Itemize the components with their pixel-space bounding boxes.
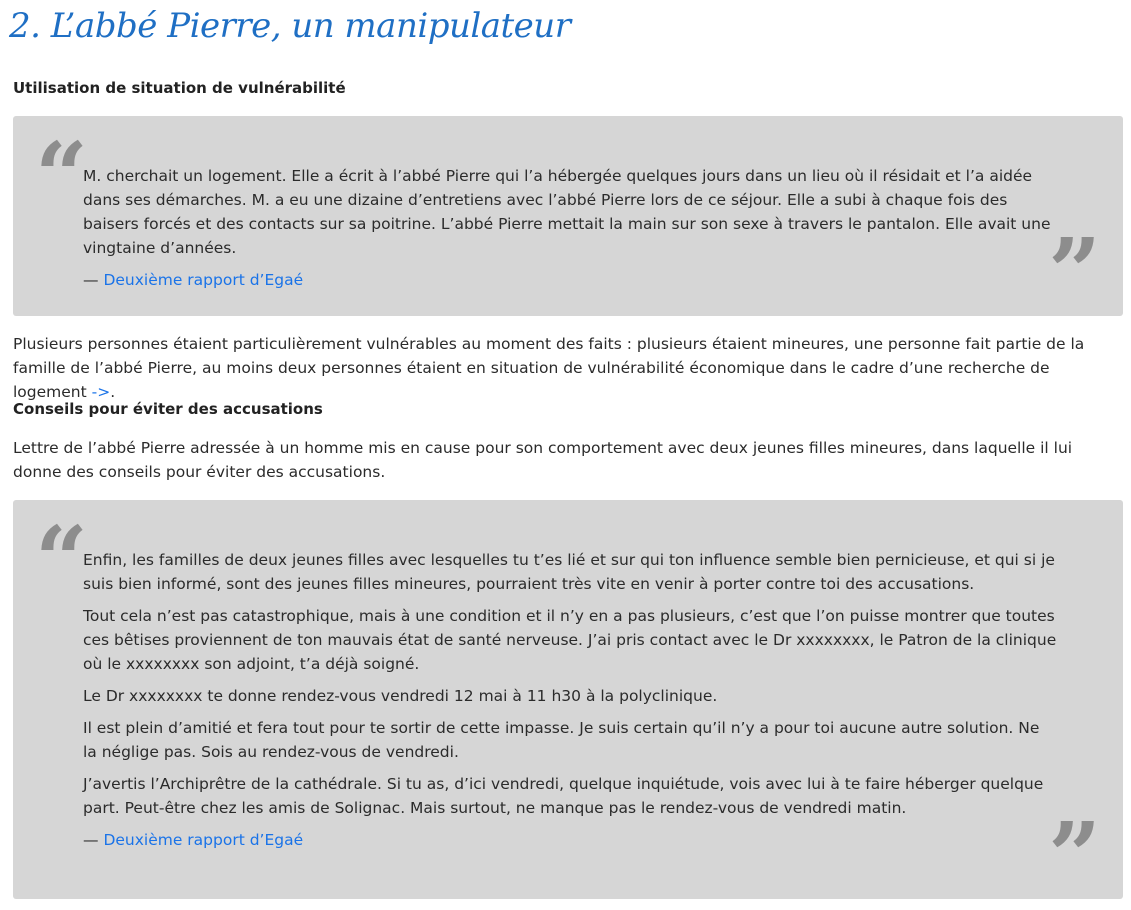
quote-citation <box>83 268 1058 292</box>
vulnerability-paragraph <box>13 332 1121 404</box>
close-quote-icon: ” <box>1048 802 1101 910</box>
quote-paragraph: Tout cela n’est pas catastrophique, mais à une condition et il n’y en a pas plusieurs, c’est que l’on puisse montrer que toutes ces bêtises proviennent de ton mauvais état de santé nerveuse. J’ai pris contact avec le Dr xxxxxxxx, le Patron de la clinique où le xxxxxxxx son adjoint, t’a déjà soigné. <box>83 607 1057 673</box>
quote-paragraph: Enfin, les familles de deux jeunes filles avec lesquelles tu t’es lié et sur qui ton influence semble bien pernicieuse, et qui si je suis bien informé, sont des jeunes filles mineures, pourraient très vite en venir à porter contre toi des accusations. <box>83 551 1055 593</box>
quote-citation <box>83 828 1058 852</box>
blockquote-2 <box>13 500 1123 910</box>
quote-paragraph: J’avertis l’Archiprêtre de la cathédrale. Si tu as, d’ici vendredi, quelque inquiétude, vois avec lui à te faire héberger quelque part. Peut-être chez les amis de Solignac. Mais surtout, ne manque pas le rendez-vous de vendredi matin. <box>83 775 1044 817</box>
open-quote-icon: “ <box>35 122 88 230</box>
blockquote-1-body <box>83 164 1058 292</box>
citation-dash: — <box>83 831 99 849</box>
quote-paragraph: Le Dr xxxxxxxx te donne rendez-vous vendredi 12 mai à 11 h30 à la polyclinique. <box>83 687 718 705</box>
section-title: 2. L’abbé Pierre, un manipulateur <box>9 6 571 46</box>
citation-link[interactable]: Deuxième rapport d’Egaé <box>103 271 304 289</box>
quote-paragraph: M. cherchait un logement. Elle a écrit à l’abbé Pierre qui l’a hébergée quelques jours dans un lieu où il résidait et l’a aidée dans ses démarches. M. a eu une dizaine d’entretiens avec l’abbé Pierre lors de ce séjour. Elle a subi à chaque fois des baisers forcés et des contacts sur sa poitrine. L’abbé Pierre mettait la main sur son sexe à travers le pantalon. Elle avait une vingtaine d’années. <box>83 167 1051 257</box>
quote-paragraph: Il est plein d’amitié et fera tout pour te sortir de cette impasse. Je suis certain qu’il n’y a pour toi aucune autre solution. Ne la néglige pas. Sois au rendez-vous de vendredi. <box>83 719 1040 761</box>
letter-intro: Lettre de l’abbé Pierre adressée à un homme mis en cause pour son comportement avec deux jeunes filles mineures, dans laquelle il lui donne des conseils pour éviter des accusations. <box>13 439 1073 481</box>
vulnerability-text: Plusieurs personnes étaient particulièrement vulnérables au moment des faits : plusieurs étaient mineures, une personne fait partie de la famille de l’abbé Pierre, au moins deux personnes étaient en situation de vulnérabilité économique dans le cadre d’une recherche de logement <box>13 335 1085 401</box>
source-arrow-link[interactable]: -> <box>91 383 111 401</box>
heading-accusations: Conseils pour éviter des accusations <box>13 400 323 418</box>
paragraph-end: . <box>110 383 116 401</box>
citation-link[interactable]: Deuxième rapport d’Egaé <box>103 831 304 849</box>
open-quote-icon: “ <box>35 506 88 614</box>
heading-vulnerability: Utilisation de situation de vulnérabilité <box>13 79 346 97</box>
citation-dash: — <box>83 271 99 289</box>
blockquote-2-body <box>83 548 1058 852</box>
close-quote-icon: ” <box>1048 218 1101 326</box>
blockquote-1 <box>13 116 1123 326</box>
